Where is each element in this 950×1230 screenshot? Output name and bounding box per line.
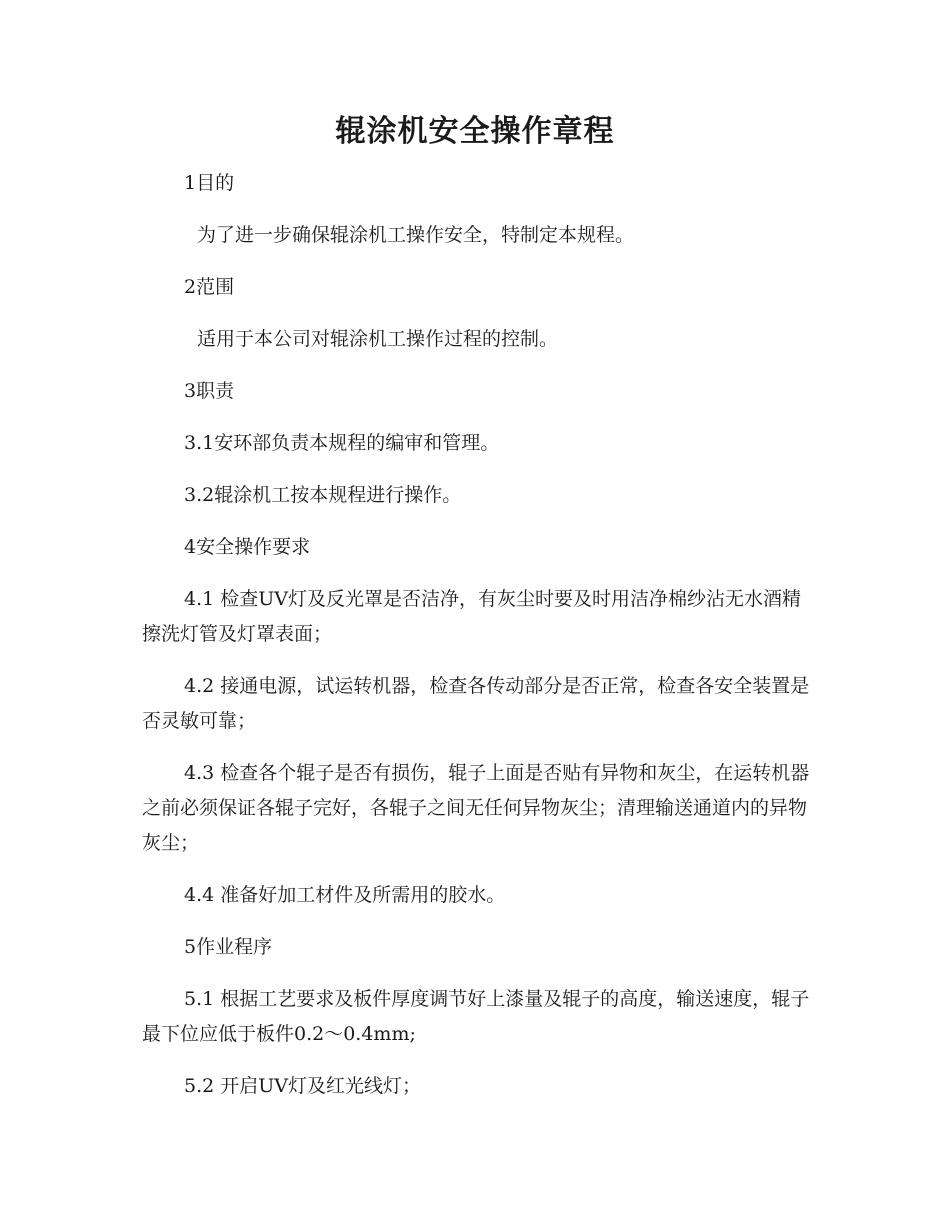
section-heading: 1目的 [184, 172, 235, 194]
list-item: 5.1 根据工艺要求及板件厚度调节好上漆量及辊子的高度，输送速度，辊子最下位应低于板件0.2～0.4mm; [142, 988, 810, 1045]
list-item: 4.3 检查各个辊子是否有损伤，辊子上面是否贴有异物和灰尘，在运转机器之前必须保证各辊子完好，各辊子之间无任何异物灰尘；清理输送通道内的异物灰尘； [142, 762, 810, 854]
document-body [142, 166, 812, 1121]
document-title: 辊涂机安全操作章程 [335, 114, 615, 149]
list-item: 5.2 开启UV灯及红光线灯； [184, 1075, 421, 1097]
section-paragraph: 为了进一步确保辊涂机工操作安全，特制定本规程。 [197, 224, 635, 246]
list-item: 4.1 检查UV灯及反光罩是否洁净，有灰尘时要及时用洁净棉纱沾无水酒精擦洗灯管及灯罩表面； [142, 588, 801, 645]
list-item: 3.1安环部负责本规程的编审和管理。 [184, 432, 500, 454]
section-paragraph: 适用于本公司对辊涂机工操作过程的控制。 [197, 328, 559, 350]
list-item: 4.4 准备好加工材件及所需用的胶水。 [184, 884, 506, 906]
list-item: 4.2 接通电源，试运转机器，检查各传动部分是否正常，检查各安全装置是否灵敏可靠； [142, 675, 810, 732]
section-heading: 4安全操作要求 [184, 536, 311, 558]
section-heading: 5作业程序 [184, 936, 273, 958]
list-item: 3.2辊涂机工按本规程进行操作。 [184, 484, 462, 506]
section-heading: 3职责 [184, 380, 235, 402]
section-heading: 2范围 [184, 276, 235, 298]
